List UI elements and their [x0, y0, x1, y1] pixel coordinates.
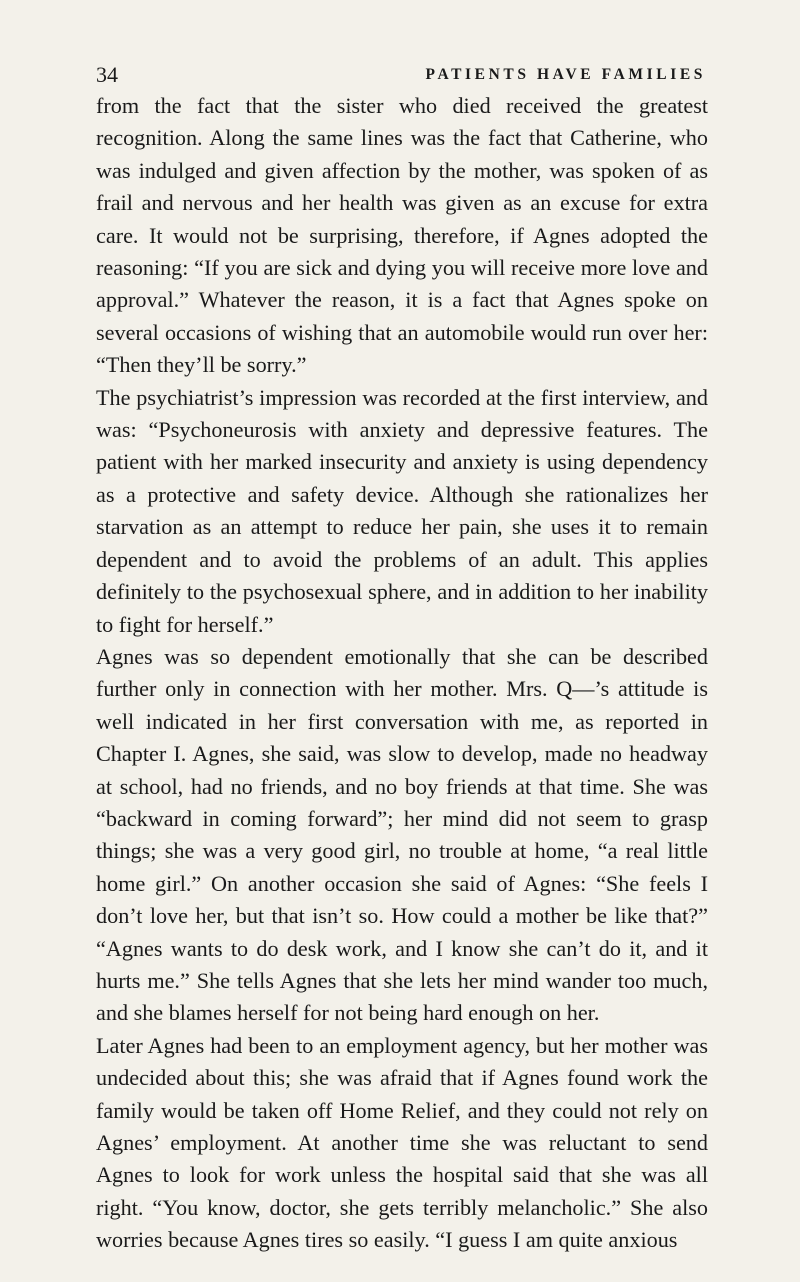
running-head-title: PATIENTS HAVE FAMILIES	[425, 66, 706, 83]
paragraph-2: The psychiatrist’s impression was recorded at the first interview, and was: “Psychoneurosis with anxiety and depressive features. The patient with her marked insecurity and anxiety is using dependency as a protective and safety device. Although she rationalizes her starvation as an attempt to reduce her pain, she uses it to remain dependent and to avoid the problems of an adult. This applies definitely to the psychosexual sphere, and in addition to her inability to fight for herself.”	[96, 384, 708, 637]
body-text	[96, 90, 708, 1257]
page-number: 34	[96, 62, 118, 87]
paragraph-1: from the fact that the sister who died received the greatest recognition. Along the same lines was the fact that Catherine, who was indulged and given affection by the mother, was spoken of as frail and nervous and her health was given as an excuse for extra care. It would not be surprising, therefore, if Agnes adopted the reasoning: “If you are sick and dying you will receive more love and approval.” Whatever the reason, it is a fact that Agnes spoke on several occasions of wishing that an automobile would run over her: “Then they’ll be sorry.”	[96, 93, 708, 378]
paragraph-3: Agnes was so dependent emotionally that she can be described further only in connection with her mother. Mrs. Q—’s attitude is well indicated in her first conversation with me, as reported in Chapter I. Agnes, she said, was slow to develop, made no headway at school, had no friends, and no boy friends at that time. She was “backward in coming forward”; her mind did not seem to grasp things; she was a very good girl, no trouble at home, “a real little home girl.” On another occasion she said of Agnes: “She feels I don’t love her, but that isn’t so. How could a mother be like that?” “Agnes wants to do desk work, and I know she can’t do it, and it hurts me.” She tells Agnes that she lets her mind wander too much, and she blames herself for not being hard enough on her.	[96, 643, 708, 1026]
running-head	[96, 60, 706, 90]
paragraph-4: Later Agnes had been to an employment agency, but her mother was undecided about this; she was afraid that if Agnes found work the family would be taken off Home Relief, and they could not rely on Agnes’ employment. At another time she was reluctant to send Agnes to look for work unless the hospital said that she was all right. “You know, doctor, she gets terribly melancholic.” She also worries because Agnes tires so easily. “I guess I am quite anxious	[96, 1032, 708, 1253]
